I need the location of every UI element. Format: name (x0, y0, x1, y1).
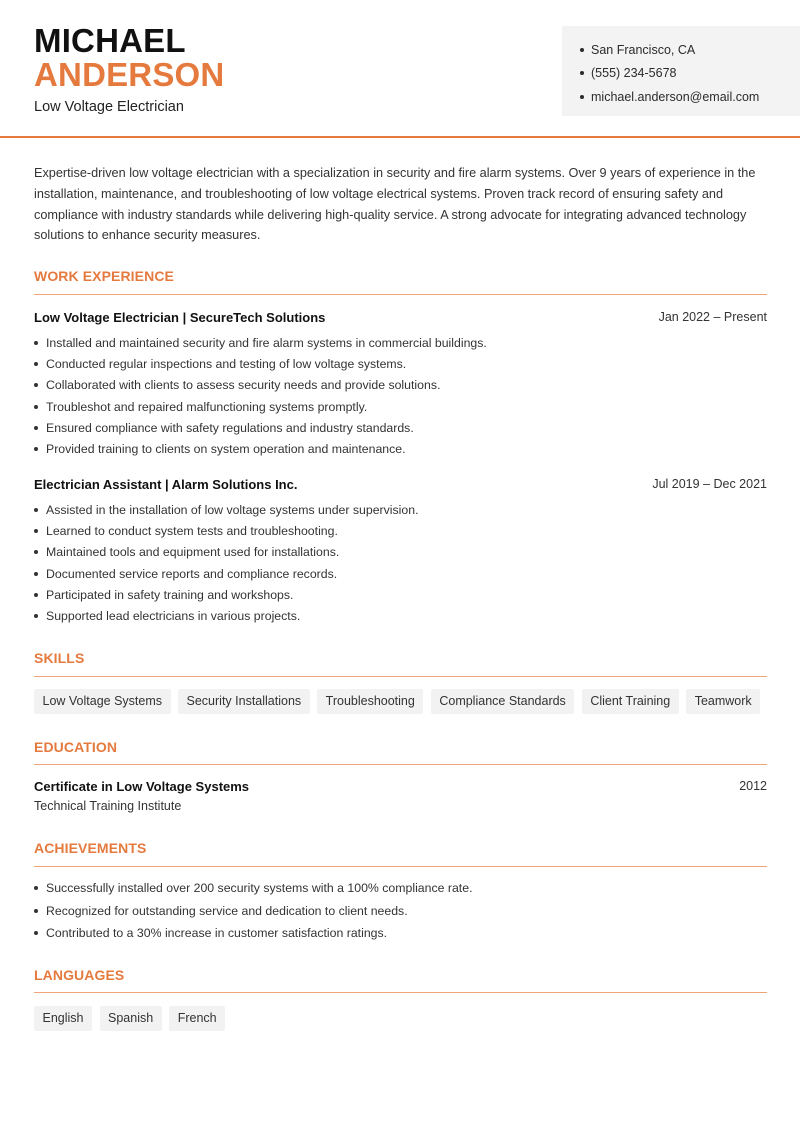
bullet-icon (34, 447, 38, 451)
list-item: Ensured compliance with safety regulations and industry standards. (34, 417, 774, 438)
education-year: 2012 (739, 779, 767, 793)
last-name: ANDERSON (34, 56, 225, 93)
languages-title: LANGUAGES (34, 967, 125, 983)
email-text: michael.anderson@email.com (591, 89, 760, 104)
section-divider (34, 866, 767, 867)
language-tag: French (169, 1006, 225, 1031)
list-item: Troubleshot and repaired malfunctioning systems promptly. (34, 396, 774, 417)
first-name: MICHAEL (34, 22, 186, 59)
bullet-icon (580, 48, 584, 52)
list-item: Successfully installed over 200 security systems with a 100% compliance rate. (34, 877, 774, 900)
bullet-icon (34, 931, 38, 935)
list-item: Conducted regular inspections and testing of low voltage systems. (34, 353, 774, 374)
job-title: Low Voltage Electrician (34, 99, 184, 115)
contact-email (580, 85, 800, 109)
contact-phone (580, 62, 800, 86)
skill-tag: Compliance Standards (431, 689, 574, 714)
job-bullets (34, 332, 774, 460)
list-item: Participated in safety training and workshops. (34, 584, 774, 605)
bullet-icon (34, 529, 38, 533)
work-experience-title: WORK EXPERIENCE (34, 268, 174, 284)
job-dates: Jan 2022 – Present (658, 310, 767, 324)
list-item: Supported lead electricians in various projects. (34, 605, 774, 626)
education-degree: Certificate in Low Voltage Systems (34, 779, 250, 794)
achievements-list (34, 877, 774, 945)
skill-tag: Low Voltage Systems (34, 689, 171, 714)
bullet-icon (34, 909, 38, 913)
skills-tags (34, 689, 768, 714)
bullet-icon (34, 405, 38, 409)
list-item: Contributed to a 30% increase in customer satisfaction ratings. (34, 922, 774, 945)
bullet-icon (580, 95, 584, 99)
job-heading: Electrician Assistant | Alarm Solutions Inc. (34, 477, 298, 492)
achievements-title: ACHIEVEMENTS (34, 840, 147, 856)
professional-summary: Expertise-driven low voltage electrician with a specialization in security and fire alarm systems. Over 9 years of experience in the installation, maintenance, and troubleshooting of low voltage electrical systems. Proven track record of ensuring safety and compliance with industry standards while delivering high-quality service. A strong advocate for integrating advanced technology solutions to enhance security measures. (34, 166, 756, 243)
contact-box (562, 26, 800, 116)
list-item: Installed and maintained security and fire alarm systems in commercial buildings. (34, 332, 774, 353)
list-item: Collaborated with clients to assess security needs and provide solutions. (34, 375, 774, 396)
bullet-icon (34, 550, 38, 554)
contact-location (580, 38, 800, 62)
skill-tag: Teamwork (686, 689, 760, 714)
language-tag: English (34, 1006, 92, 1031)
skill-tag: Client Training (582, 689, 679, 714)
list-item: Learned to conduct system tests and troubleshooting. (34, 520, 774, 541)
bullet-icon (34, 426, 38, 430)
bullet-icon (34, 593, 38, 597)
location-text: San Francisco, CA (591, 42, 696, 57)
bullet-icon (34, 362, 38, 366)
list-item: Recognized for outstanding service and dedication to client needs. (34, 900, 774, 923)
skills-title: SKILLS (34, 650, 85, 666)
list-item: Documented service reports and compliance records. (34, 563, 774, 584)
job-bullets (34, 499, 774, 627)
section-divider (34, 992, 767, 993)
resume-header (0, 0, 800, 138)
section-divider (34, 764, 767, 765)
section-divider (34, 676, 767, 677)
language-tags (34, 1006, 233, 1031)
bullet-icon (34, 572, 38, 576)
job-heading: Low Voltage Electrician | SecureTech Solutions (34, 310, 326, 325)
language-tag: Spanish (100, 1006, 162, 1031)
skill-tag: Security Installations (178, 689, 310, 714)
bullet-icon (34, 614, 38, 618)
section-divider (34, 294, 767, 295)
bullet-icon (580, 71, 584, 75)
education-school: Technical Training Institute (34, 799, 182, 813)
bullet-icon (34, 508, 38, 512)
bullet-icon (34, 886, 38, 890)
list-item: Provided training to clients on system operation and maintenance. (34, 438, 774, 459)
bullet-icon (34, 383, 38, 387)
education-title: EDUCATION (34, 739, 118, 755)
phone-text: (555) 234-5678 (591, 66, 677, 81)
skill-tag: Troubleshooting (317, 689, 423, 714)
list-item: Assisted in the installation of low voltage systems under supervision. (34, 499, 774, 520)
job-dates: Jul 2019 – Dec 2021 (652, 477, 767, 491)
bullet-icon (34, 341, 38, 345)
list-item: Maintained tools and equipment used for installations. (34, 542, 774, 563)
